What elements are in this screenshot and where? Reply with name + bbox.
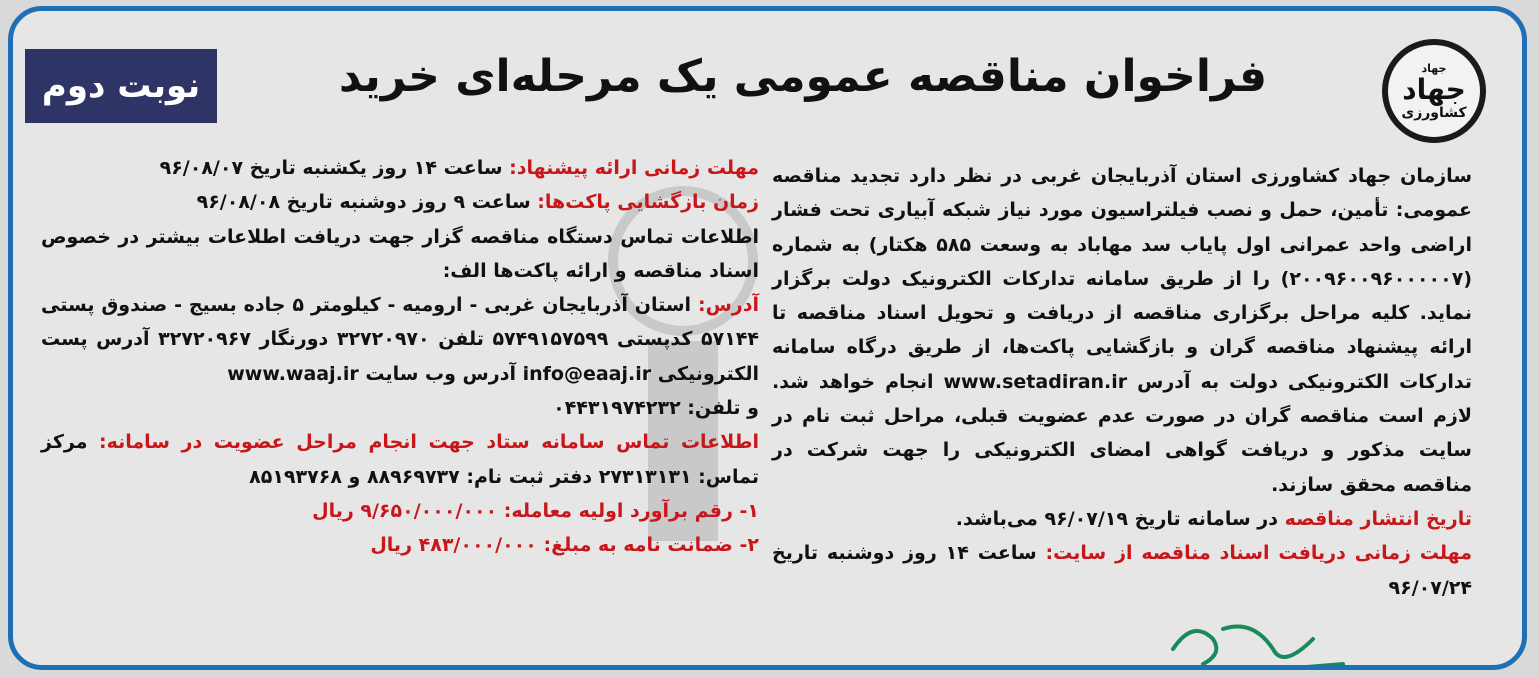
docs-deadline-text: ساعت ۱۴ روز دوشنبه تاریخ ۹۶/۰۷/۲۴	[772, 542, 1472, 599]
jahad-logo-icon	[1382, 39, 1486, 143]
opening-time-text: ساعت ۹ روز دوشنبه تاریخ ۹۶/۰۸/۰۸	[196, 191, 531, 214]
setad-website-link[interactable]: www.setadiran.ir	[943, 370, 1128, 393]
address-text: استان آذربایجان غربی - ارومیه - کیلومتر ۵ جاده بسیج - صندوق پستی ۵۷۱۴۴ کدپستی ۵۷۴۹۱۵۷۵۹۹ تلفن ۳۲۷۲۰۹۷۰ دورنگار ۳۲۷۲۰۹۶۷ آدرس پست الکترونیکی	[41, 294, 760, 385]
logo-bottom-text: کشاورزی	[1401, 104, 1467, 121]
website-label: آدرس وب سایت	[365, 362, 516, 385]
proposal-deadline-label: مهلت زمانی ارائه پیشنهاد:	[509, 157, 759, 179]
tender-description	[772, 159, 1472, 605]
description-text: سازمان جهاد کشاورزی استان آذربایجان غربی در نظر دارد تجدید مناقصه عمومی: تأمین، حمل و نصب فیلتراسیون مورد نیاز شبکه آبیاری تحت فشار اراضی واحد عمرانی اول پایاب سد مهاباد به وسعت ۵۸۵ هکتار) به شماره (۲۰۰۹۶۰۰۹۶۰۰۰۰۰۷) را از طریق سامانه تدارکات الکترونیک دولت برگزار نماید. کلیه مراحل برگزاری مناقصه از دریافت و تحویل اسناد مناقصه تا ارائه پیشنهاد مناقصه گران و بازگشایی پاکت‌ها، از طریق درگاه سامانه تدارکات الکترونیکی دولت به آدرس	[772, 165, 1472, 393]
description-end-text: انجام خواهد شد. لازم است مناقصه گران در صورت عدم عضویت قبلی، مراحل ثبت نام در سایت مذکور و دریافت گواهی امضای الکترونیکی را جهت شرکت در مناقصه محقق سازند.	[772, 370, 1472, 496]
publish-date-text: در سامانه تاریخ ۹۶/۰۷/۱۹ می‌باشد.	[955, 507, 1278, 530]
ad-frame	[8, 6, 1527, 670]
setad-contact-text: مرکز تماس: ۲۷۳۱۳۱۳۱ دفتر ثبت نام: ۸۸۹۶۹۷۳۷ و ۸۵۱۹۳۷۶۸	[41, 431, 759, 488]
publish-date-label: تاریخ انتشار مناقصه	[1284, 507, 1472, 530]
opening-time-label: زمان بازگشایی پاکت‌ها:	[537, 191, 759, 214]
contact-intro: اطلاعات تماس دستگاه مناقصه گزار جهت دریافت اطلاعات بیشتر در خصوص اسناد مناقصه و ارائه پاکت‌ها الف:	[41, 225, 759, 282]
tender-details	[41, 151, 759, 563]
estimate-item: ۱- رقم برآورد اولیه معامله: ۹/۶۵۰/۰۰۰/۰۰۰ ریال	[312, 499, 759, 522]
address-label: آدرس:	[697, 294, 759, 317]
phone-text: و تلفن: ۰۴۴۳۱۹۷۴۲۳۲	[553, 397, 759, 420]
round-badge: نوبت دوم	[25, 49, 217, 123]
docs-deadline-label: مهلت زمانی دریافت اسناد مناقصه از سایت:	[1045, 542, 1472, 565]
email-link[interactable]: info@eaaj.ir	[522, 362, 652, 385]
logo-top-text: جهاد	[1421, 61, 1447, 75]
page-title: فراخوان مناقصه عمومی یک مرحله‌ای خرید	[338, 51, 1268, 102]
handwritten-number-icon	[1163, 609, 1353, 670]
proposal-deadline-text: ساعت ۱۴ روز یکشنبه تاریخ ۹۶/۰۸/۰۷	[159, 157, 503, 179]
guarantee-item: ۲- ضمانت نامه به مبلغ: ۴۸۳/۰۰۰/۰۰۰ ریال	[370, 534, 759, 557]
website-link[interactable]: www.waaj.ir	[227, 362, 359, 385]
logo-main-text: جهاد	[1402, 72, 1466, 106]
setad-contact-label: اطلاعات تماس سامانه ستاد جهت انجام مراحل عضویت در سامانه:	[99, 431, 759, 454]
